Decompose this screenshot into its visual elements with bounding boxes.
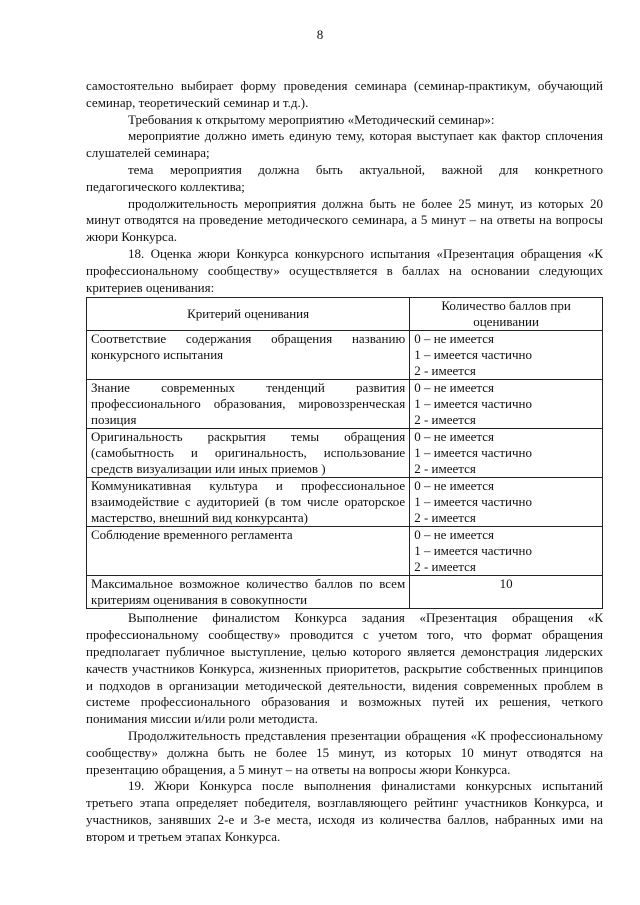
table-total-row	[87, 576, 603, 609]
score-line: 2 - имеется	[414, 559, 476, 575]
criterion-cell: Коммуникативная культура и профессиональное взаимодействие с аудиторией (в том числе ораторское мастерство, внешний вид конкурсанта)	[87, 478, 410, 527]
score-line: 2 - имеется	[414, 461, 476, 477]
paragraph: самостоятельно выбирает форму проведения семинара (семинар-практикум, обучающий семинар, теоретический семинар и т.д.).	[86, 78, 603, 110]
score-line: 1 – имеется частично	[414, 494, 532, 510]
paragraph: Выполнение финалистом Конкурса задания «Презентация обращения «К профессиональному сообществу» проводится с учетом того, что формат обращения предполагает публичное выступление, целью которого является демонстрация лидерских качеств участников Конкурса, жизненных приоритетов, раскрытие собственных принципов и подходов в организации методической деятельности, видения современных проблем в системе профессионального образования и возможных путей их решения, четкого понимания миссии и/или роли методиста.	[86, 610, 603, 727]
paragraph: Продолжительность представления презентации обращения «К профессиональному сообществу» должна быть не более 15 минут, из которых 10 минут отводятся на презентацию обращения, а 5 минут – на ответы на вопросы жюри Конкурса.	[86, 727, 603, 777]
criterion-cell: Оригинальность раскрытия темы обращения (самобытность и оригинальность, использование средств визуализации или иных приемов )	[87, 429, 410, 478]
table-row	[87, 331, 603, 380]
max-score-cell: 10	[410, 576, 603, 609]
table-header-row	[87, 298, 603, 331]
score-cell	[410, 527, 603, 576]
score-line: 2 - имеется	[414, 510, 476, 526]
header-criterion: Критерий оценивания	[87, 298, 410, 331]
score-line: 0 – не имеется	[414, 527, 494, 543]
paragraph: 18. Оценка жюри Конкурса конкурсного испытания «Презентация обращения «К профессиональному сообществу» осуществляется в баллах на основании следующих критериев оценивания:	[86, 245, 603, 295]
criterion-cell: Знание современных тенденций развития профессионального образования, мировоззренческая позиция	[87, 380, 410, 429]
score-cell	[410, 429, 603, 478]
criterion-cell: Соблюдение временного регламента	[87, 527, 410, 576]
paragraph: мероприятие должно иметь единую тему, которая выступает как фактор сплочения слушателей семинара;	[86, 128, 603, 161]
paragraph: продолжительность мероприятия должна быть не более 25 минут, из которых 20 минут отводятся на проведение методического семинара, а 5 минут – на ответы на вопросы жюри Конкурса.	[86, 195, 603, 245]
paragraph: тема мероприятия должна быть актуальной, важной для конкретного педагогического коллектива;	[86, 161, 603, 194]
paragraph: 19. Жюри Конкурса после выполнения финалистами конкурсных испытаний третьего этапа определяет победителя, возглавляющего рейтинг участников Конкурса, и участников, занявших 2-е и 3-е места, исходя из количества баллов, набранных ими на втором и третьем этапах Конкурса.	[86, 778, 603, 844]
score-line: 1 – имеется частично	[414, 396, 532, 412]
score-line: 2 - имеется	[414, 363, 476, 379]
table-row	[87, 478, 603, 527]
score-line: 0 – не имеется	[414, 331, 494, 347]
score-cell	[410, 478, 603, 527]
score-line: 0 – не имеется	[414, 380, 494, 396]
page-number: 8	[316, 27, 324, 42]
score-line: 0 – не имеется	[414, 478, 494, 494]
table-row	[87, 429, 603, 478]
score-cell	[410, 331, 603, 380]
header-points: Количество баллов при оценивании	[410, 298, 603, 331]
max-criterion-cell: Максимальное возможное количество баллов по всем критериям оценивания в совокупности	[87, 576, 410, 609]
score-line: 1 – имеется частично	[414, 445, 532, 461]
score-line: 0 – не имеется	[414, 429, 494, 445]
score-line: 1 – имеется частично	[414, 347, 532, 363]
score-line: 2 - имеется	[414, 412, 476, 428]
score-line: 1 – имеется частично	[414, 543, 532, 559]
criteria-table	[86, 297, 603, 609]
paragraph: Требования к открытому мероприятию «Методический семинар»:	[128, 111, 495, 127]
score-cell	[410, 380, 603, 429]
table-row	[87, 380, 603, 429]
table-row	[87, 527, 603, 576]
criterion-cell: Соответствие содержания обращения названию конкурсного испытания	[87, 331, 410, 380]
page-content	[86, 78, 603, 846]
